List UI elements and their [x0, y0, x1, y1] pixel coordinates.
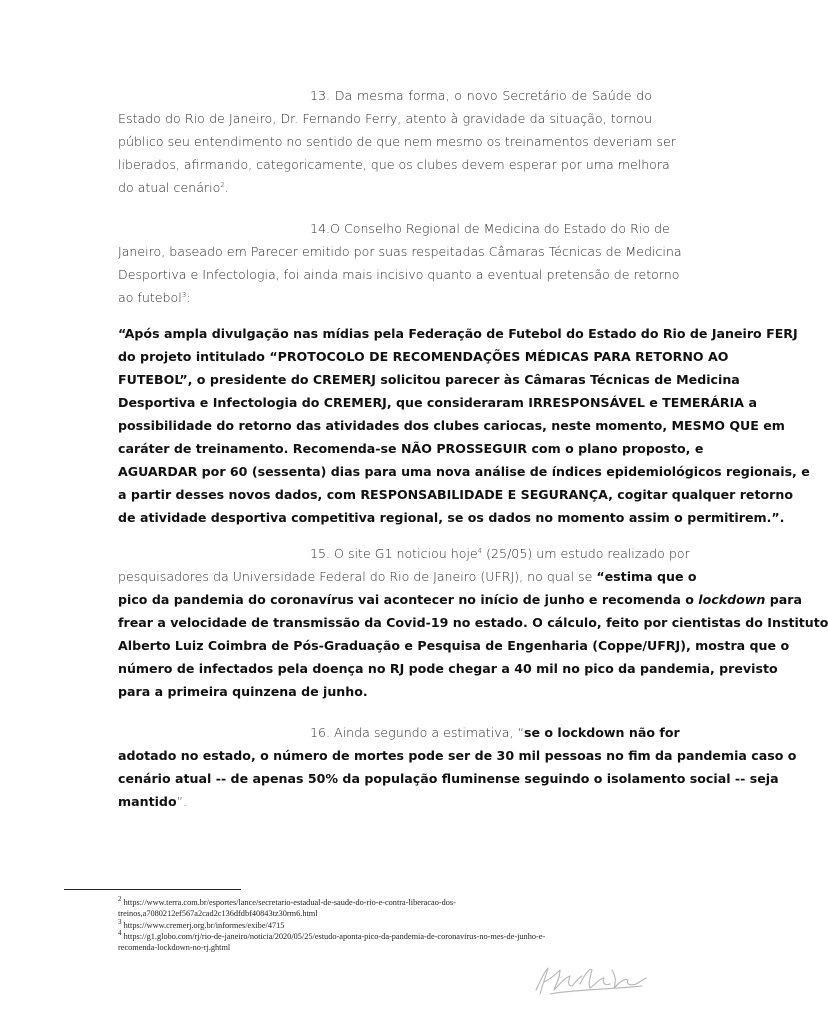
paragraph-text: .: [224, 180, 229, 195]
paragraph-line: [118, 588, 802, 611]
paragraph-text: ao futebol: [118, 290, 182, 305]
paragraph-line: [118, 176, 652, 199]
quote-line: caráter de treinamento. Recomenda-se NÃO PROSSEGUIR com o plano proposto, e: [118, 441, 704, 456]
paragraph-line: [118, 286, 652, 309]
paragraph-text: do atual cenário: [118, 180, 221, 195]
paragraph-text: ”.: [176, 794, 188, 809]
paragraph-line: [118, 565, 697, 588]
quote-text: para: [765, 592, 802, 607]
paragraph-line: Estado do Rio de Janeiro, Dr. Fernando Ferry, atento à gravidade da situação, tornou: [118, 111, 652, 126]
paragraph-13: [118, 84, 676, 199]
quote-line: FUTEBOL”, o presidente do CREMERJ solicitou parecer às Câmaras Técnicas de Medicina: [118, 372, 740, 387]
footnote-line: [118, 895, 648, 909]
quote-line: do projeto intitulado “PROTOCOLO DE RECOMENDAÇÕES MÉDICAS PARA RETORNO AO: [118, 349, 729, 364]
footnote-link[interactable]: https://g1.globo.com/rj/rio-de-janeiro/noticia/2020/05/25/estudo-aponta-pico-da-pandemia-de-coronavirus-no-mes-de-junho-e-: [121, 932, 546, 941]
paragraph-line: adotado no estado, o número de mortes pode ser de 30 mil pessoas no fim da pandemia caso o: [118, 748, 797, 763]
paragraph-text: 16. Ainda segundo a estimativa, “: [310, 725, 524, 740]
footnote-line: [118, 929, 648, 943]
footnote-ref: 3: [181, 290, 187, 299]
quote-line: de atividade desportiva competitiva regional, se os dados no momento assim o permitirem.”.: [118, 510, 785, 525]
footnote-line[interactable]: treinos,a7080212ef567a2cad2c136dfdbf40843tz30rm6.html: [118, 908, 318, 918]
quote-line: Desportiva e Infectologia do CREMERJ, que consideraram IRRESPONSÁVEL e TEMERÁRIA a: [118, 395, 757, 410]
paragraph-line: Alberto Luiz Coimbra de Pós-Graduação e Pesquisa de Engenharia (Coppe/UFRJ), mostra que o: [118, 638, 790, 653]
footnote-ref: 4: [477, 546, 483, 555]
footnote-3: [118, 918, 648, 932]
quote-text-italic: lockdown: [698, 592, 766, 607]
paragraph-text: 15. O site G1 noticiou hoje: [310, 546, 478, 561]
paragraph-text: (25/05) um estudo realizado por: [482, 546, 690, 561]
footnote-number: 3: [118, 918, 122, 927]
paragraph-text: pesquisadores da Universidade Federal do Rio de Janeiro (UFRJ), no qual se: [118, 569, 597, 584]
paragraph-line: cenário atual -- de apenas 50% da população fluminense seguindo o isolamento social -- seja: [118, 771, 779, 786]
quote-line: “Após ampla divulgação nas mídias pela Federação de Futebol do Estado do Rio de Janeiro FERJ: [118, 326, 798, 341]
footnote-link[interactable]: https://www.cremerj.org.br/informes/exibe/4715: [121, 921, 285, 930]
quote-text: mantido: [118, 794, 177, 809]
paragraph-line: Desportiva e Infectologia, foi ainda mais incisivo quanto a eventual pretensão de retorno: [118, 267, 680, 282]
quote-text: se o lockdown não for: [523, 725, 680, 740]
paragraph-line: Janeiro, baseado em Parecer emitido por suas respeitadas Câmaras Técnicas de Medicina: [118, 244, 682, 259]
paragraph-line: 14.O Conselho Regional de Medicina do Estado do Rio de: [310, 221, 670, 236]
paragraph-15: [118, 542, 828, 703]
handwritten-signature: [530, 960, 650, 1000]
paragraph-line: liberados, afirmando, categoricamente, que os clubes devem esperar por uma melhora: [118, 157, 670, 172]
footnote-ref: 2: [220, 180, 225, 189]
paragraph-line: [118, 790, 652, 813]
quote-text: “estima que o: [596, 569, 697, 584]
paragraph-16: [118, 721, 797, 813]
footnote-number: 4: [118, 929, 122, 938]
quote-text: pico da pandemia do coronavírus vai acontecer no início de junho e recomenda o: [118, 592, 699, 607]
paragraph-line: [118, 542, 690, 565]
paragraph-line: para a primeira quinzena de junho.: [118, 684, 368, 699]
paragraph-line: público seu entendimento no sentido de que nem mesmo os treinamentos deveriam ser: [118, 134, 676, 149]
footnote-2: [118, 895, 648, 919]
quote-block: [118, 322, 810, 529]
footnote-divider: [64, 889, 241, 890]
footnote-line[interactable]: recomenda-lockdown-no-rj.ghtml: [118, 942, 231, 952]
footnote-4: [118, 929, 648, 953]
quote-line: AGUARDAR por 60 (sessenta) dias para uma nova análise de índices epidemiológicos regionais, e: [118, 464, 810, 479]
paragraph-line: [118, 721, 680, 744]
paragraph-line: 13. Da mesma forma, o novo Secretário de Saúde do: [310, 88, 652, 103]
footnote-number: 2: [118, 895, 122, 904]
paragraph-text: :: [186, 290, 191, 305]
footnote-line: [118, 918, 648, 932]
quote-line: a partir desses novos dados, com RESPONSABILIDADE E SEGURANÇA, cogitar qualquer retorno: [118, 487, 793, 502]
paragraph-14: [118, 217, 682, 309]
paragraph-line: frear a velocidade de transmissão da Covid-19 no estado. O cálculo, feito por cientistas do Instituto: [118, 615, 828, 630]
footnote-link[interactable]: https://www.terra.com.br/esportes/lance/secretario-estadual-de-saude-do-rio-e-contra-liberacao-dos-: [121, 898, 456, 907]
quote-line: possibilidade do retorno das atividades dos clubes cariocas, neste momento, MESMO QUE em: [118, 418, 785, 433]
paragraph-line: número de infectados pela doença no RJ pode chegar a 40 mil no pico da pandemia, previsto: [118, 661, 778, 676]
